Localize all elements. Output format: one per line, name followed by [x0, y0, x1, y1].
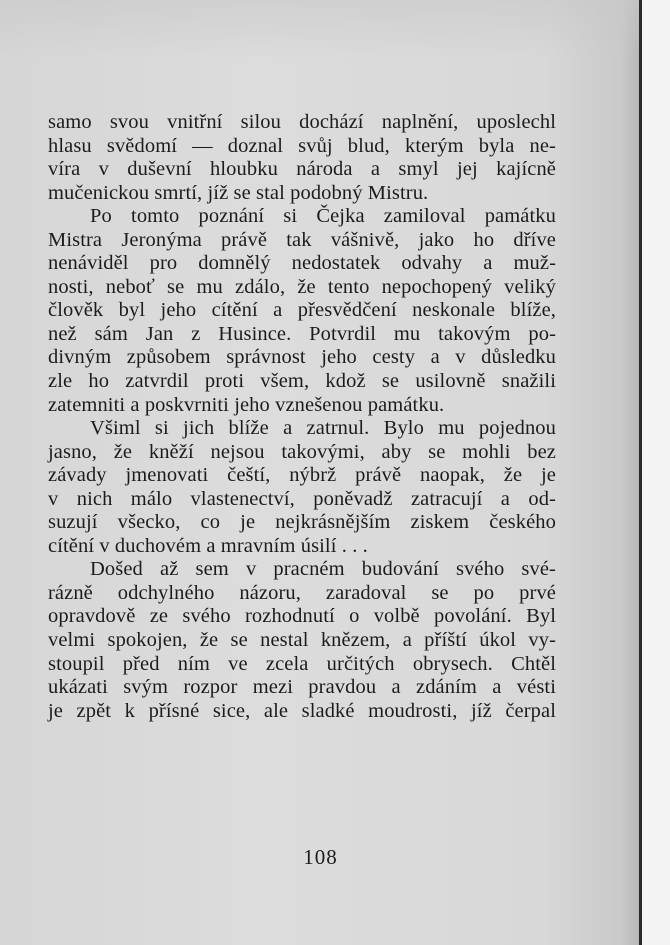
- text-line: stoupil před ním ve zcela určitých obrysech. Chtěl: [48, 652, 556, 675]
- text-line: nosti, neboť se mu zdálo, že tento nepochopený veliký: [48, 275, 556, 298]
- text-line: samo svou vnitřní silou dochází naplnění, uposlechl: [48, 111, 556, 133]
- text-line: suzují všecko, co je nejkrásnějším ziskem českého: [48, 511, 556, 534]
- text-line: než sám Jan z Husince. Potvrdil mu takovým po-: [48, 322, 556, 345]
- page-body-text: [48, 111, 556, 723]
- page-number: 108: [303, 845, 338, 869]
- text-line: zle ho zatvrdil proti všem, kdož se usilovně snažili: [48, 370, 556, 393]
- text-line: zatemniti a poskvrniti jeho vznešenou památku.: [48, 393, 445, 416]
- text-line: divným způsobem správnost jeho cesty a v důsledku: [48, 346, 556, 369]
- text-line: nenáviděl pro domnělý nedostatek odvahy a muž-: [48, 252, 556, 275]
- text-line: rázně odchylného názoru, zaradoval se po prvé: [48, 581, 556, 604]
- adjacent-page-edge: [642, 0, 670, 945]
- text-line: víra v duševní hloubku národa a smyl jej kajícně: [48, 158, 556, 181]
- text-line: Mistra Jeronýma právě tak vášnivě, jako ho dříve: [48, 228, 556, 251]
- text-line: ukázati svým rozpor mezi pravdou a zdáním a vésti: [48, 676, 556, 699]
- paragraph-start-line: Všiml si jich blíže a zatrnul. Bylo mu pojednou: [90, 417, 556, 440]
- text-line: opravdově ze svého rozhodnutí o volbě povolání. Byl: [48, 605, 556, 628]
- text-line: člověk byl jeho cítění a přesvědčení neskonale blíže,: [48, 299, 556, 322]
- text-line: závady jmenovati čeští, nýbrž právě naopak, že je: [48, 464, 556, 487]
- text-line: cítění v duchovém a mravním úsilí . . .: [48, 534, 368, 557]
- text-line: je zpět k přísné sice, ale sladké moudrosti, jíž čerpal: [48, 699, 556, 722]
- text-line: v nich málo vlastenectví, poněvadž zatracují a od-: [48, 487, 556, 510]
- text-line: hlasu svědomí — doznal svůj blud, kterým byla ne-: [48, 134, 556, 157]
- text-line: jasno, že kněží nejsou takovými, aby se mohli bez: [48, 440, 556, 463]
- text-line: velmi spokojen, že se nestal knězem, a příští úkol vy-: [48, 629, 556, 652]
- text-line: mučenickou smrtí, jíž se stal podobný Mistru.: [48, 181, 429, 204]
- paragraph-start-line: Po tomto poznání si Čejka zamiloval památku: [90, 205, 556, 228]
- paragraph-start-line: Došed až sem v pracném budování svého své-: [90, 558, 556, 581]
